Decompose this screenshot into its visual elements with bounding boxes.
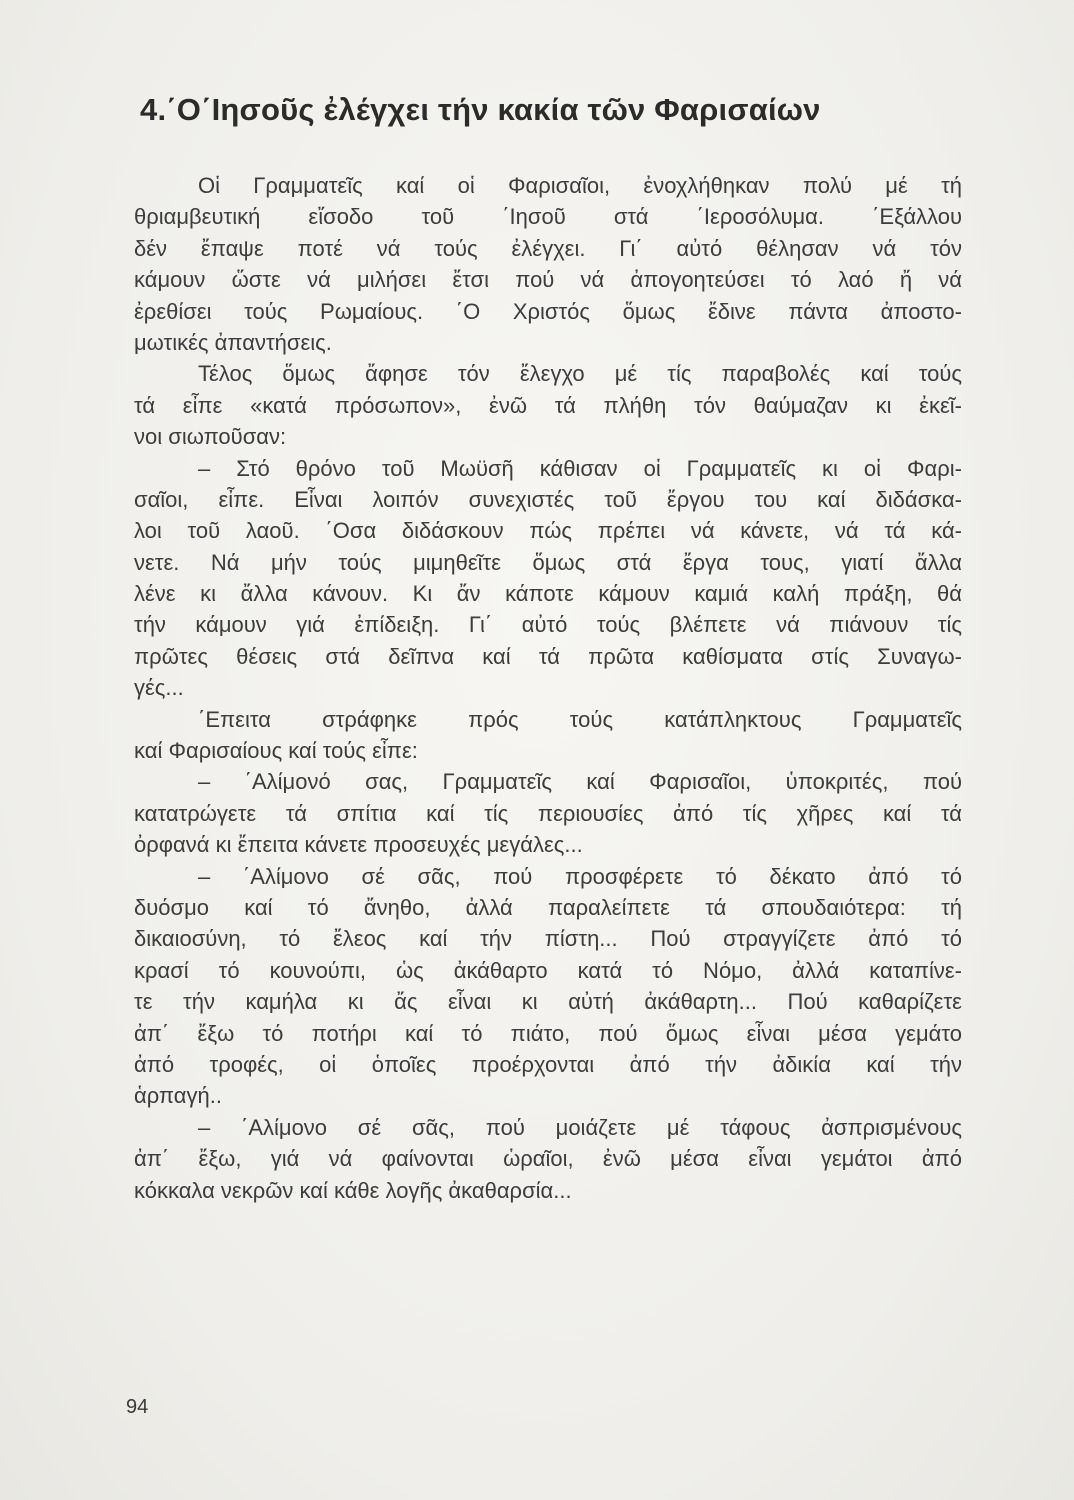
text-line: – ΄Αλίμονό σας, Γραμματεῖς καί Φαρισαῖοι, ὑποκριτές, πού [198, 769, 962, 795]
text-line: δυόσμο καί τό ἄνηθο, ἀλλά παραλείπετε τά σπουδαιότερα: τή [134, 894, 962, 920]
page-number: 94 [126, 1396, 149, 1418]
text-line: σαῖοι, εἶπε. Εἶναι λοιπόν συνεχιστές τοῦ ἔργου του καί διδάσκα- [134, 486, 962, 512]
text-line: λένε κι ἄλλα κάνουν. Κι ἄν κάποτε κάμουν καμιά καλή πράξη, θά [134, 581, 962, 607]
text-line: ἀπ΄ ἔξω, γιά νά φαίνονται ὡραῖοι, ἐνῶ μέσα εἶναι γεμάτοι ἀπό [134, 1146, 962, 1172]
text-line: κόκκαλα νεκρῶν καί κάθε λογῆς ἀκαθαρσία... [134, 1177, 572, 1203]
text-line: νετε. Νά μήν τούς μιμηθεῖτε ὅμως στά ἔργα τους, γιατί ἄλλα [134, 549, 962, 575]
text-line: ΄Επειτα στράφηκε πρός τούς κατάπληκτους Γραμματεῖς [198, 706, 962, 732]
text-line: Τέλος ὅμως ἄφησε τόν ἔλεγχο μέ τίς παραβολές καί τούς [198, 361, 962, 387]
text-line: τήν κάμουν γιά ἐπίδειξη. Γι΄ αὐτό τούς βλέπετε νά πιάνουν τίς [134, 612, 962, 638]
text-line: – ΄Αλίμονο σέ σᾶς, πού προσφέρετε τό δέκατο ἀπό τό [198, 863, 962, 889]
text-line: ἀπό τροφές, οἱ ὁποῖες προέρχονται ἀπό τήν ἀδικία καί τήν [134, 1051, 962, 1077]
section-title: 4.΄Ο΄Ιησοῦς ἐλέγχει τήν κακία τῶν Φαρισαίων [140, 92, 821, 127]
text-line: κάμουν ὥστε νά μιλήσει ἔτσι πού νά ἀπογοητεύσει τό λαό ἤ νά [134, 267, 962, 293]
text-line: – Στό θρόνο τοῦ Μωϋσῆ κάθισαν οἱ Γραμματεῖς κι οἱ Φαρι- [198, 455, 962, 481]
text-line: κρασί τό κουνούπι, ὡς ἀκάθαρτο κατά τό Νόμο, ἀλλά καταπίνε- [134, 957, 962, 983]
text-line: θριαμβευτική εἴσοδο τοῦ ΄Ιησοῦ στά ΄Ιεροσόλυμα. ΄Εξάλλου [134, 204, 962, 230]
text-line: ἁρπαγή.. [134, 1083, 222, 1109]
text-line: ὀρφανά κι ἔπειτα κάνετε προσευχές μεγάλες... [134, 832, 583, 858]
text-line: ἐρεθίσει τούς Ρωμαίους. ΄Ο Χριστός ὅμως ἔδινε πάντα ἀποστο- [134, 298, 962, 324]
text-line: μωτικές ἀπαντήσεις. [134, 329, 332, 355]
text-line: νοι σιωποῦσαν: [134, 424, 287, 450]
text-line: – ΄Αλίμονο σέ σᾶς, πού μοιάζετε μέ τάφους ἀσπρισμένους [198, 1114, 962, 1140]
text-line: δικαιοσύνη, τό ἔλεος καί τήν πίστη... Πού στραγγίζετε ἀπό τό [134, 926, 962, 952]
text-line: καί Φαρισαίους καί τούς εἶπε: [134, 738, 418, 764]
text-line: κατατρώγετε τά σπίτια καί τίς περιουσίες ἀπό τίς χῆρες καί τά [134, 800, 962, 826]
text-line: ἀπ΄ ἔξω τό ποτήρι καί τό πιάτο, πού ὅμως εἶναι μέσα γεμάτο [134, 1020, 962, 1046]
text-line: δέν ἔπαψε ποτέ νά τούς ἐλέγχει. Γι΄ αὐτό θέλησαν νά τόν [134, 235, 962, 261]
text-line: λοι τοῦ λαοῦ. ΄Οσα διδάσκουν πώς πρέπει νά κάνετε, νά τά κά- [134, 518, 962, 544]
text-line: τε τήν καμήλα κι ἄς εἶναι κι αὐτή ἀκάθαρτη... Πού καθαρίζετε [134, 989, 962, 1015]
text-line: γές... [134, 675, 184, 701]
body-text [134, 170, 962, 1206]
text-line: πρῶτες θέσεις στά δεῖπνα καί τά πρῶτα καθίσματα στίς Συναγω- [134, 643, 962, 669]
text-line: τά εἶπε «κατά πρόσωπον», ἐνῶ τά πλήθη τόν θαύμαζαν κι ἐκεῖ- [134, 392, 962, 418]
text-line: Οἱ Γραμματεῖς καί οἱ Φαρισαῖοι, ἐνοχλήθηκαν πολύ μέ τή [198, 173, 962, 198]
